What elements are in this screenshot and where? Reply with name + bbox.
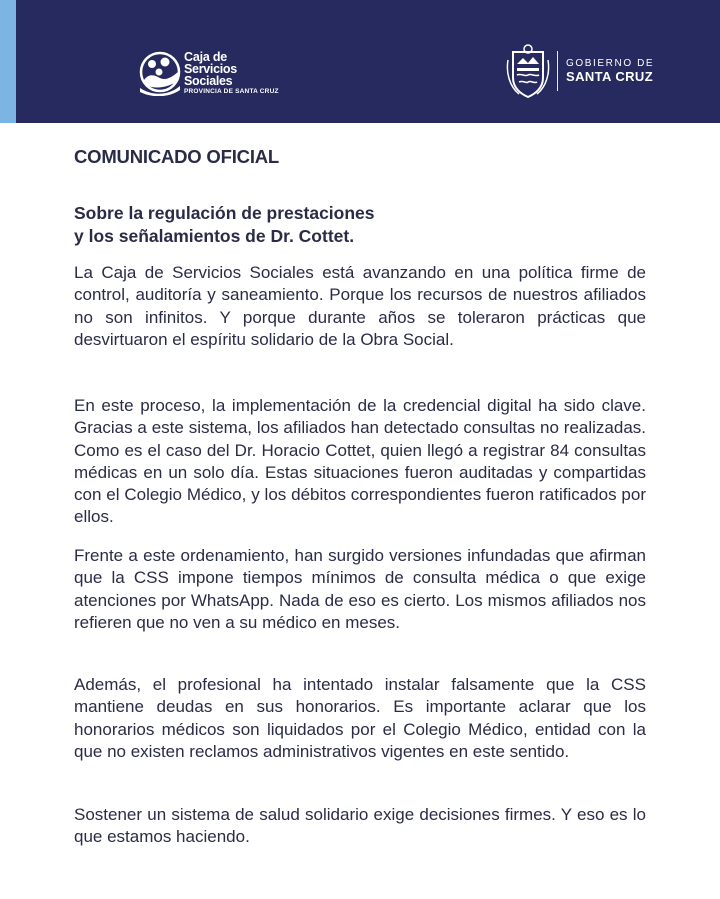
paragraph-5: Sostener un sistema de salud solidario exige decisiones firmes. Y eso es lo que estamos haciendo.	[74, 805, 646, 847]
provincial-seal-icon	[505, 42, 551, 100]
css-logo-line1: Caja de	[184, 49, 228, 64]
logo-divider	[557, 51, 558, 91]
document-subtitle	[74, 202, 375, 248]
subtitle-line2: y los señalamientos de Dr. Cottet.	[74, 226, 355, 246]
document-title: COMUNICADO OFICIAL	[74, 146, 280, 167]
gobierno-logo	[505, 42, 654, 100]
gobierno-line2: SANTA CRUZ	[566, 69, 654, 84]
subtitle-line1: Sobre la regulación de prestaciones	[74, 203, 375, 223]
paragraph-4: Además, el profesional ha intentado instalar falsamente que la CSS mantiene deudas en sus honorarios. Es importante aclarar que los honorarios médicos son liquidados por el Colegio Médico, entidad con la que no existen reclamos administrativos vigentes en este sentido.	[74, 675, 646, 761]
header-banner	[0, 0, 720, 123]
paragraph-2: En este proceso, la implementación de la credencial digital ha sido clave. Gracias a este sistema, los afiliados han detectado consultas no realizadas. Como es el caso del Dr. Horacio Cottet, quien llegó a registrar 84 consultas médicas en un solo día. Estas situaciones fueron auditadas y compartidas con el Colegio Médico, y los débitos correspondientes fueron ratificados por ellos.	[74, 396, 646, 527]
css-logo-line3: PROVINCIA DE SANTA CRUZ	[184, 87, 279, 95]
css-logo	[138, 48, 288, 98]
gobierno-line1: GOBIERNO DE	[566, 58, 655, 69]
css-logo-line2: Servicios Sociales	[184, 61, 237, 88]
paragraph-3: Frente a este ordenamiento, han surgido versiones infundadas que afirman que la CSS impone tiempos mínimos de consulta médica o que exige atenciones por WhatsApp. Nada de eso es cierto. Los mismos afiliados nos refieren que no ven a su médico en meses.	[74, 546, 646, 632]
css-family-icon	[138, 50, 182, 96]
header-accent-stripe	[0, 0, 16, 123]
paragraph-1: La Caja de Servicios Sociales está avanzando en una política firme de control, auditoría y saneamiento. Porque los recursos de nuestros afiliados no son infinitos. Y porque durante años se toleraron prácticas que desvirtuaron el espíritu solidario de la Obra Social.	[74, 263, 646, 349]
